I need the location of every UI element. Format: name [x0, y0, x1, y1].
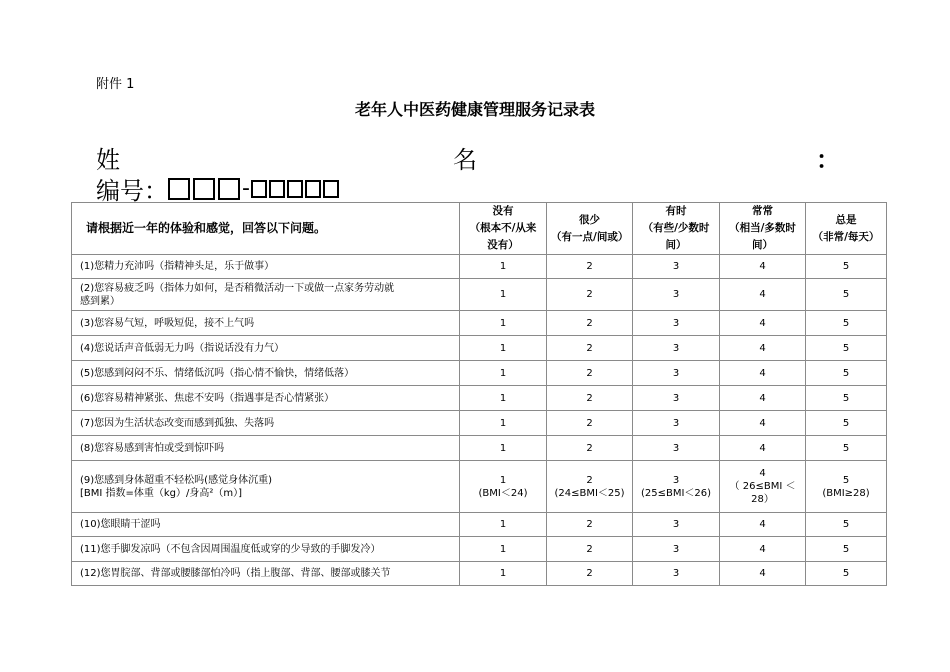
survey-table	[71, 202, 887, 586]
question-cell: (5)您感到闷闷不乐、情绪低沉吗（指心情不愉快，情绪低落）	[72, 361, 460, 386]
score-cell[interactable]: 2	[547, 361, 633, 386]
name-colon: ：	[816, 146, 840, 174]
score-cell[interactable]: 5	[806, 361, 887, 386]
score-cell[interactable]: 1	[460, 436, 547, 461]
score-cell[interactable]: 3	[633, 311, 720, 336]
column-header: 没有 （根本不/从来 没有）	[460, 203, 547, 255]
id-box[interactable]	[269, 180, 285, 198]
table-row	[72, 311, 887, 336]
score-cell[interactable]: 1	[460, 411, 547, 436]
name-field	[96, 140, 840, 174]
id-field	[96, 171, 341, 206]
question-cell: (12)您胃脘部、背部或腰膝部怕冷吗（指上腹部、背部、腰部或膝关节	[72, 562, 460, 586]
score-cell[interactable]: 2	[547, 513, 633, 537]
column-header: 很少 （有一点/间或）	[547, 203, 633, 255]
score-cell[interactable]: 2	[547, 562, 633, 586]
score-cell[interactable]: 3	[633, 279, 720, 311]
score-cell[interactable]: 4	[720, 386, 806, 411]
score-cell[interactable]: 4	[720, 411, 806, 436]
score-cell[interactable]: 4	[720, 537, 806, 562]
score-cell[interactable]: 4	[720, 436, 806, 461]
score-cell[interactable]: 3	[633, 562, 720, 586]
score-cell[interactable]: 2	[547, 386, 633, 411]
score-cell[interactable]: 1	[460, 336, 547, 361]
score-cell[interactable]: 1	[460, 537, 547, 562]
score-cell[interactable]: 5	[806, 537, 887, 562]
question-header: 请根据近一年的体验和感觉，回答以下问题。	[72, 203, 460, 255]
score-cell[interactable]: 5	[806, 386, 887, 411]
score-cell[interactable]: 5	[806, 513, 887, 537]
score-cell[interactable]: 3	[633, 361, 720, 386]
score-cell[interactable]: 1	[460, 255, 547, 279]
name-label-surname: 姓	[96, 146, 120, 174]
score-cell[interactable]: 2 (24≤BMI＜25)	[547, 461, 633, 513]
score-cell[interactable]: 3	[633, 537, 720, 562]
score-cell[interactable]: 3	[633, 386, 720, 411]
score-cell[interactable]: 5 (BMI≥28)	[806, 461, 887, 513]
form-title: 老年人中医药健康管理服务记录表	[354, 100, 595, 119]
score-cell[interactable]: 3 (25≤BMI＜26)	[633, 461, 720, 513]
score-cell[interactable]: 4	[720, 513, 806, 537]
question-cell: (2)您容易疲乏吗（指体力如何，是否稍微活动一下或做一点家务劳动就 感到累）	[72, 279, 460, 311]
table-row	[72, 255, 887, 279]
table-row	[72, 461, 887, 513]
question-cell: (3)您容易气短，呼吸短促，接不上气吗	[72, 311, 460, 336]
question-cell: (1)您精力充沛吗（指精神头足，乐于做事）	[72, 255, 460, 279]
column-header: 常常 （相当/多数时 间）	[720, 203, 806, 255]
score-cell[interactable]: 3	[633, 436, 720, 461]
table-row	[72, 386, 887, 411]
score-cell[interactable]: 1	[460, 311, 547, 336]
table-row	[72, 361, 887, 386]
score-cell[interactable]: 4	[720, 562, 806, 586]
score-cell[interactable]: 5	[806, 336, 887, 361]
id-box[interactable]	[323, 180, 339, 198]
attachment-label: 附件 1	[96, 77, 135, 92]
table-row	[72, 562, 887, 586]
score-cell[interactable]: 2	[547, 311, 633, 336]
name-label-given: 名	[453, 146, 477, 174]
score-cell[interactable]: 1	[460, 562, 547, 586]
score-cell[interactable]: 1 (BMI＜24)	[460, 461, 547, 513]
score-cell[interactable]: 5	[806, 436, 887, 461]
question-cell: (9)您感到身体超重不轻松吗(感觉身体沉重) [BMI 指数=体重（kg）/身高²（m）]	[72, 461, 460, 513]
score-cell[interactable]: 4	[720, 279, 806, 311]
score-cell[interactable]: 4	[720, 336, 806, 361]
id-box[interactable]	[218, 178, 240, 200]
header-row	[72, 203, 887, 255]
table-row	[72, 411, 887, 436]
question-cell: (7)您因为生活状态改变而感到孤独、失落吗	[72, 411, 460, 436]
column-header: 有时 （有些/少数时 间）	[633, 203, 720, 255]
id-label: 编号：	[96, 177, 168, 205]
question-cell: (11)您手脚发凉吗（不包含因周围温度低或穿的少导致的手脚发冷）	[72, 537, 460, 562]
score-cell[interactable]: 3	[633, 255, 720, 279]
id-dash: -	[242, 176, 250, 201]
id-box[interactable]	[251, 180, 267, 198]
id-box[interactable]	[287, 180, 303, 198]
score-cell[interactable]: 2	[547, 436, 633, 461]
score-cell[interactable]: 1	[460, 279, 547, 311]
score-cell[interactable]: 2	[547, 279, 633, 311]
table-row	[72, 279, 887, 311]
table-row	[72, 537, 887, 562]
score-cell[interactable]: 2	[547, 336, 633, 361]
score-cell[interactable]: 5	[806, 562, 887, 586]
id-box[interactable]	[168, 178, 190, 200]
score-cell[interactable]: 5	[806, 279, 887, 311]
question-cell: (10)您眼睛干涩吗	[72, 513, 460, 537]
score-cell[interactable]: 2	[547, 537, 633, 562]
score-cell[interactable]: 3	[633, 513, 720, 537]
table-row	[72, 513, 887, 537]
score-cell[interactable]: 4 （ 26≤BMI ＜ 28）	[720, 461, 806, 513]
question-cell: (8)您容易感到害怕或受到惊吓吗	[72, 436, 460, 461]
score-cell[interactable]: 2	[547, 255, 633, 279]
score-cell[interactable]: 5	[806, 255, 887, 279]
score-cell[interactable]: 5	[806, 411, 887, 436]
question-cell: (4)您说话声音低弱无力吗（指说话没有力气）	[72, 336, 460, 361]
question-cell: (6)您容易精神紧张、焦虑不安吗（指遇事是否心情紧张）	[72, 386, 460, 411]
score-cell[interactable]: 4	[720, 311, 806, 336]
score-cell[interactable]: 1	[460, 361, 547, 386]
score-cell[interactable]: 1	[460, 386, 547, 411]
id-box[interactable]	[305, 180, 321, 198]
score-cell[interactable]: 4	[720, 361, 806, 386]
score-cell[interactable]: 2	[547, 411, 633, 436]
id-box[interactable]	[193, 178, 215, 200]
score-cell[interactable]: 4	[720, 255, 806, 279]
score-cell[interactable]: 3	[633, 411, 720, 436]
column-header: 总是 （非常/每天）	[806, 203, 887, 255]
table-row	[72, 336, 887, 361]
score-cell[interactable]: 3	[633, 336, 720, 361]
score-cell[interactable]: 1	[460, 513, 547, 537]
score-cell[interactable]: 5	[806, 311, 887, 336]
table-row	[72, 436, 887, 461]
